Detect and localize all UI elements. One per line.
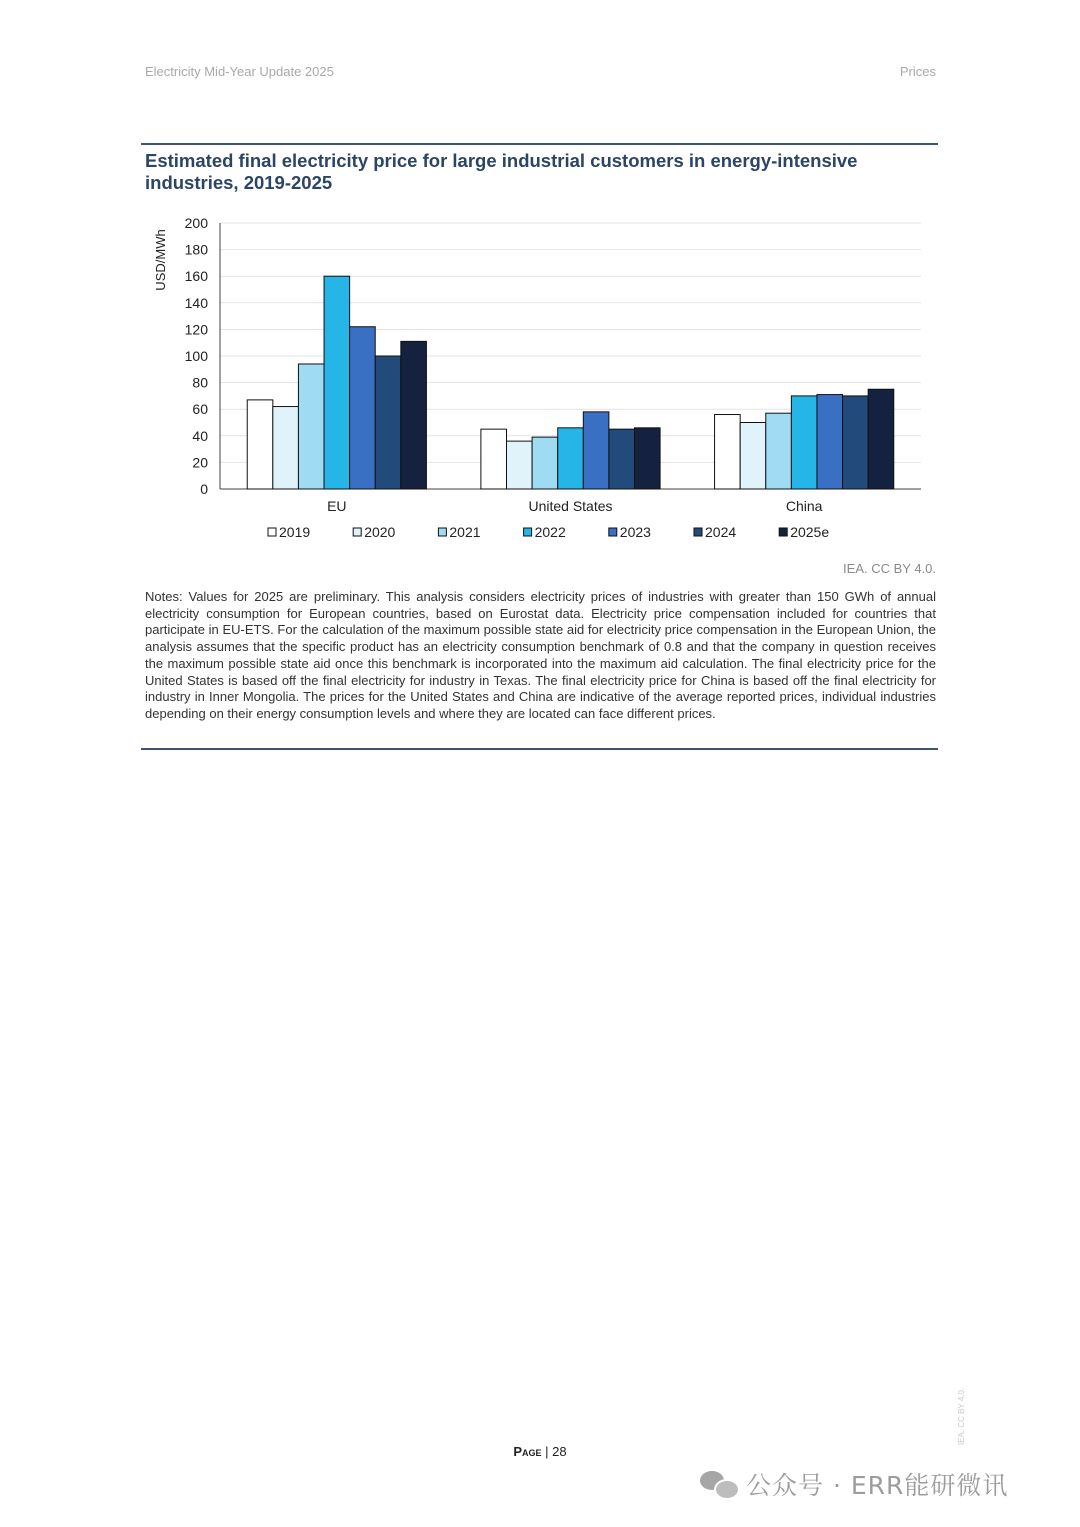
y-tick-label: 80 [192, 374, 208, 391]
bar-2022 [558, 428, 584, 489]
wechat-icon [700, 1469, 738, 1499]
legend-swatch [694, 528, 702, 536]
y-tick-label: 140 [184, 294, 208, 311]
bar-2020 [273, 407, 299, 489]
legend-swatch [268, 528, 276, 536]
y-tick-label: 0 [200, 481, 208, 497]
page-number: Page | 28 [513, 1444, 567, 1459]
bar-2024 [843, 396, 869, 489]
legend-label: 2022 [534, 524, 566, 540]
bar-2020 [507, 441, 533, 489]
bar-2019 [481, 429, 507, 489]
page-label: Page [513, 1444, 542, 1459]
watermark [700, 1466, 1008, 1502]
bar-chart [141, 200, 938, 560]
watermark-text: 公众号 · ERR能研微讯 [746, 1471, 1009, 1500]
bar-2022 [324, 276, 350, 489]
legend-label: 2020 [364, 524, 396, 540]
legend-label: 2023 [619, 524, 651, 540]
y-tick-label: 60 [192, 401, 208, 418]
document-title: Electricity Mid-Year Update 2025 [145, 64, 334, 79]
bar-2025e [401, 341, 427, 489]
y-tick-label: 120 [184, 321, 208, 338]
bar-2022 [791, 396, 817, 489]
chart-title: Estimated final electricity price for large industrial customers in energy-intensive industries, 2019-2025 [145, 150, 858, 193]
legend-swatch [353, 528, 361, 536]
bar-2019 [715, 415, 741, 489]
legend-label: 2019 [279, 524, 311, 540]
y-tick-label: 160 [184, 268, 208, 285]
y-tick-label: 180 [184, 241, 208, 258]
chart-credit: IEA. CC BY 4.0. [843, 561, 936, 576]
bar-2021 [298, 364, 324, 489]
top-rule [141, 143, 938, 145]
legend-swatch [779, 528, 787, 536]
legend-label: 2025e [790, 524, 830, 540]
y-tick-label: 20 [192, 454, 208, 471]
page-number-value: 28 [552, 1444, 567, 1459]
y-axis-label: USD/MWh [153, 229, 168, 291]
y-tick-label: 200 [184, 215, 208, 231]
bar-2024 [609, 429, 635, 489]
bar-2023 [350, 327, 376, 489]
bottom-rule [141, 748, 938, 750]
legend-label: 2021 [449, 524, 481, 540]
bar-2023 [817, 395, 843, 489]
section-name: Prices [899, 64, 936, 79]
bar-2025e [635, 428, 661, 489]
bar-2019 [247, 400, 273, 489]
legend-label: 2024 [705, 524, 737, 540]
legend-swatch [609, 528, 617, 536]
y-tick-label: 100 [184, 348, 208, 364]
x-category-label: China [785, 498, 823, 514]
bar-2023 [583, 412, 609, 489]
legend-swatch [438, 528, 446, 536]
x-category-label: United States [528, 498, 613, 514]
legend-swatch [524, 528, 532, 536]
bar-2024 [375, 356, 401, 489]
bar-2021 [532, 437, 558, 489]
y-tick-label: 40 [192, 427, 208, 444]
x-category-label: EU [327, 498, 347, 514]
side-credit: IEA. CC BY 4.0. [957, 1387, 966, 1445]
chart-notes: Notes: Values for 2025 are preliminary. This analysis considers electricity prices of industries with greater than 150 GWh of annual electricity consumption for European countries, based on Eurostat data. Electricity price compensation included for countries that participate in EU-ETS. For the calculation of the maximum possible state aid for electricity price compensation in the European Union, the analysis assumes that the specific product has an electricity consumption benchmark of 0.8 and that the company in question receives the maximum possible state aid once this benchmark is incorporated into the maximum aid calculation. The final electricity price for the United States is based off the final electricity for industry in Texas. The final electricity price for China is based off the final electricity for industry in Inner Mongolia. The prices for the United States and China are indicative of the average reported prices, individual industries depending on their energy consumption levels and where they are located can face different prices. [145, 589, 936, 721]
bar-2020 [740, 423, 766, 490]
bar-2021 [766, 413, 792, 489]
bar-2025e [868, 389, 894, 489]
